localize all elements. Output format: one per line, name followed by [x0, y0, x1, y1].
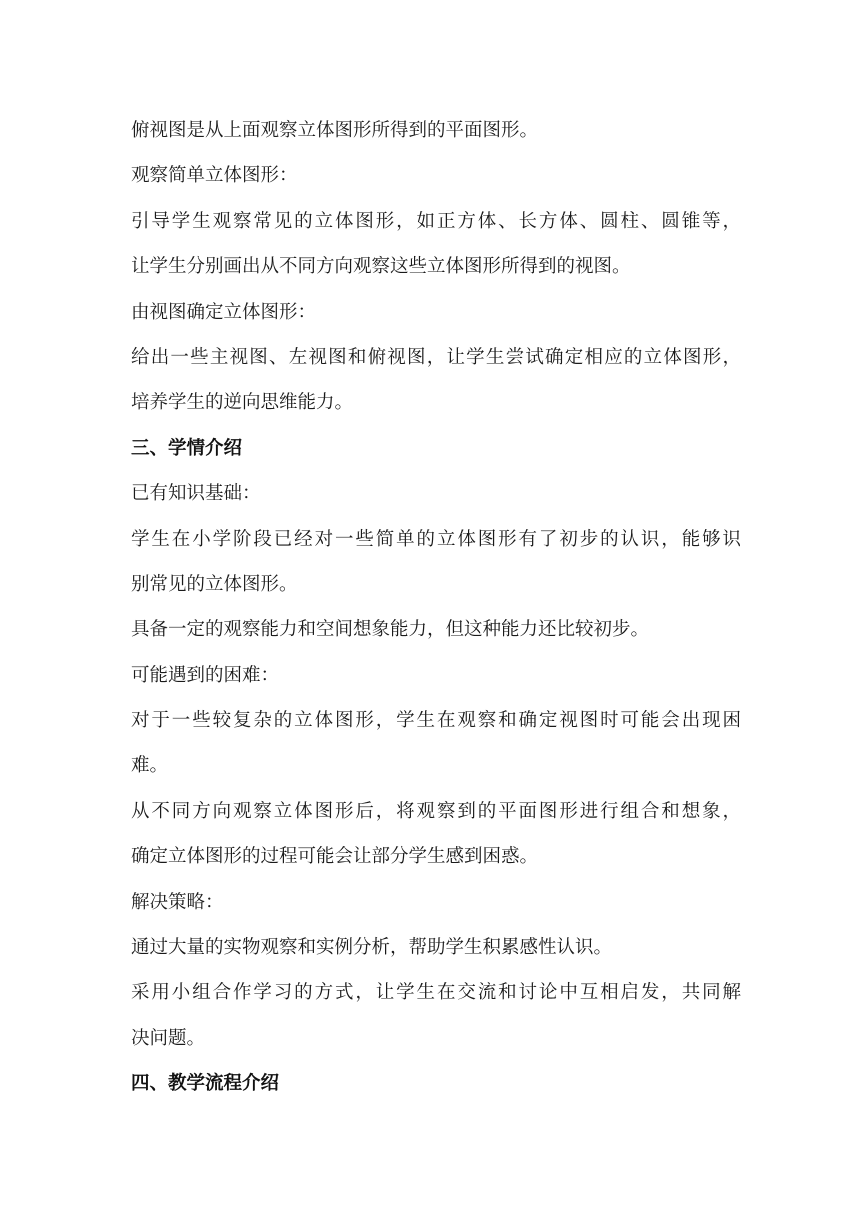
subheading-line: 可能遇到的困难： — [131, 664, 280, 686]
paragraph-line: 引导学生观察常见的立体图形，如正方体、长方体、圆柱、圆锥等， — [131, 210, 741, 232]
paragraph-line: 决问题。 — [131, 1027, 206, 1049]
paragraph-line: 难。 — [131, 755, 169, 777]
subheading-line: 已有知识基础： — [131, 483, 261, 505]
paragraph-line: 别常见的立体图形。 — [131, 573, 298, 595]
paragraph-line: 通过大量的实物观察和实例分析，帮助学生积累感性认识。 — [131, 937, 613, 959]
paragraph-line: 给出一些主视图、左视图和俯视图，让学生尝试确定相应的立体图形， — [131, 346, 741, 368]
paragraph-line: 确定立体图形的过程可能会让部分学生感到困惑。 — [131, 846, 539, 868]
paragraph-line: 对于一些较复杂的立体图形，学生在观察和确定视图时可能会出现困 — [131, 710, 741, 732]
paragraph-line: 培养学生的逆向思维能力。 — [131, 392, 354, 414]
subheading-line: 由视图确定立体图形： — [131, 301, 317, 323]
subheading-line: 解决策略： — [131, 891, 224, 913]
section-heading: 三、学情介绍 — [131, 437, 243, 459]
subheading-line: 观察简单立体图形： — [131, 165, 298, 187]
paragraph-line: 学生在小学阶段已经对一些简单的立体图形有了初步的认识，能够识 — [131, 528, 741, 550]
paragraph-line: 让学生分别画出从不同方向观察这些立体图形所得到的视图。 — [131, 256, 631, 278]
paragraph-line: 从不同方向观察立体图形后，将观察到的平面图形进行组合和想象， — [131, 800, 741, 822]
paragraph-line: 俯视图是从上面观察立体图形所得到的平面图形。 — [131, 120, 539, 141]
paragraph-line: 具备一定的观察能力和空间想象能力，但这种能力还比较初步。 — [131, 619, 650, 641]
section-heading: 四、教学流程介绍 — [131, 1073, 280, 1095]
paragraph-line: 采用小组合作学习的方式，让学生在交流和讨论中互相启发，共同解 — [131, 982, 741, 1004]
document-body — [131, 108, 741, 1107]
